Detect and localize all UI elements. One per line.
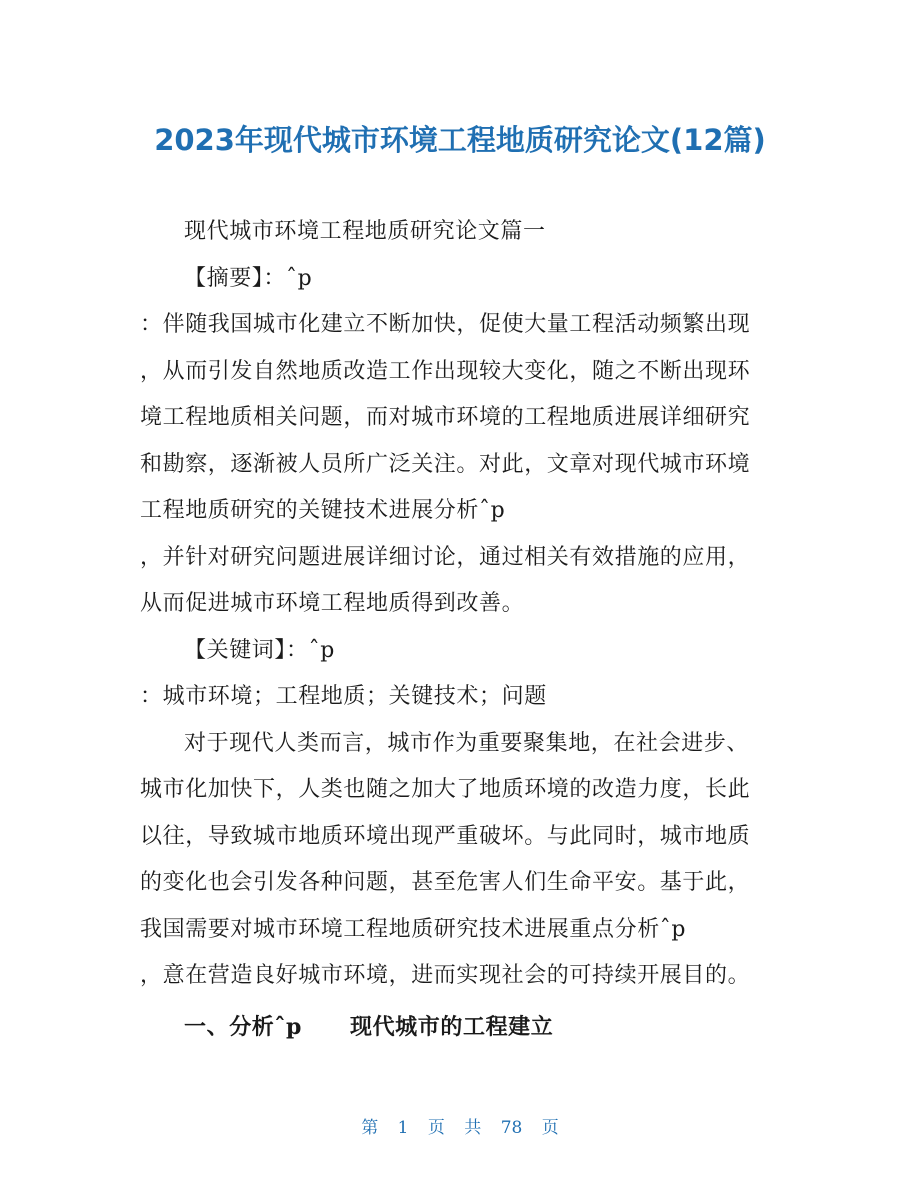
section-heading-text: 现代城市的工程建立 <box>349 1013 554 1040</box>
body-line: 工程地质研究的关键技术进展分析ˆp <box>140 498 506 523</box>
body-line: ，并针对研究问题进展详细讨论，通过相关有效措施的应用， <box>140 544 751 570</box>
keywords-line: ：城市环境；工程地质；关键技术；问题 <box>140 684 547 709</box>
body-line: ，意在营造良好城市环境，进而实现社会的可持续开展目的。 <box>140 963 751 988</box>
paper-subtitle: 现代城市环境工程地质研究论文篇一 <box>184 219 546 244</box>
footer-label-gong: 共 <box>464 1118 482 1138</box>
document-body <box>140 209 790 1050</box>
footer-label-ye: 页 <box>427 1118 445 1138</box>
body-line: ：伴随我国城市化建立不断加快，促使大量工程活动频繁出现 <box>140 312 751 337</box>
footer-label-di: 第 <box>361 1118 379 1138</box>
body-line: 和勘察，逐渐被人员所广泛关注。对此，文章对现代城市环境 <box>140 451 751 477</box>
abstract-label: 【摘要】：ˆp <box>184 265 313 291</box>
body-line: 城市化加快下，人类也随之加大了地质环境的改造力度，长此 <box>140 777 751 802</box>
body-line: 从而促进城市环境工程地质得到改善。 <box>140 591 525 616</box>
body-line: 对于现代人类而言，城市作为重要聚集地，在社会进步、 <box>184 730 750 756</box>
section-heading-prefix: 一、分析ˆp <box>184 1013 302 1040</box>
page-footer <box>0 1113 920 1138</box>
keywords-label: 【关键词】：ˆp <box>184 637 335 663</box>
body-line: 的变化也会引发各种问题，甚至危害人们生命平安。基于此， <box>140 870 751 895</box>
body-line: ，从而引发自然地质改造工作出现较大变化，随之不断出现环 <box>140 358 751 384</box>
document-title: 2023年现代城市环境工程地质研究论文(12篇) <box>154 123 766 157</box>
body-line: 境工程地质相关问题，而对城市环境的工程地质进展详细研究 <box>140 405 751 430</box>
footer-page-number: 1 <box>397 1118 409 1138</box>
section-heading <box>140 1004 790 1051</box>
footer-label-ye2: 页 <box>541 1118 559 1138</box>
footer-total-pages: 78 <box>500 1118 523 1138</box>
body-line: 以往，导致城市地质环境出现严重破坏。与此同时，城市地质 <box>140 823 751 849</box>
body-line: 我国需要对城市环境工程地质研究技术进展重点分析ˆp <box>140 916 687 942</box>
